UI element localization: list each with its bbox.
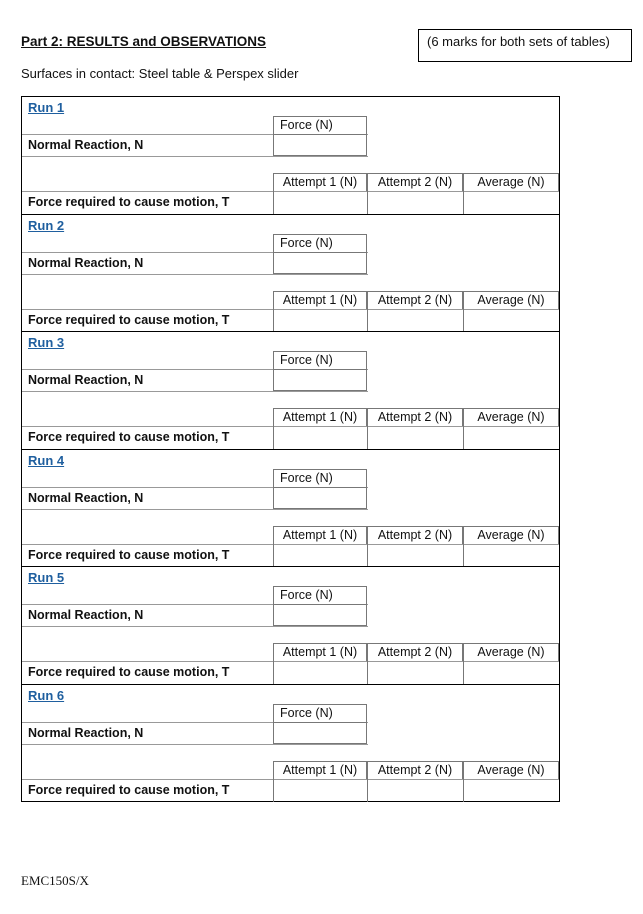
row-divider	[22, 391, 368, 392]
attempt-2-cell[interactable]	[367, 191, 463, 214]
force-motion-label: Force required to cause motion, T	[28, 195, 230, 209]
marks-note: (6 marks for both sets of tables)	[418, 29, 632, 62]
attempt-1-header: Attempt 1 (N)	[273, 526, 367, 544]
attempt-2-cell[interactable]	[367, 426, 463, 449]
average-cell[interactable]	[463, 544, 559, 567]
force-motion-label: Force required to cause motion, T	[28, 547, 230, 562]
run-title[interactable]: Run 5	[28, 570, 65, 585]
average-cell[interactable]	[463, 661, 559, 684]
attempt-2-header: Attempt 2 (N)	[367, 173, 463, 191]
attempt-1-cell[interactable]	[273, 661, 367, 684]
run-title[interactable]: Run 4	[28, 452, 65, 468]
run-title[interactable]: Run 6	[28, 687, 65, 703]
row-divider	[22, 744, 368, 745]
attempt-1-header: Attempt 1 (N)	[273, 643, 367, 661]
attempt-2-cell[interactable]	[367, 309, 463, 332]
run-title[interactable]: Run 2	[28, 217, 65, 233]
average-header: Average (N)	[463, 643, 559, 661]
run-block	[22, 450, 559, 568]
force-motion-label: Force required to cause motion, T	[28, 312, 230, 327]
attempt-1-cell[interactable]	[273, 544, 367, 567]
results-table	[21, 96, 560, 802]
normal-reaction-force-cell[interactable]	[273, 252, 367, 274]
run-title[interactable]: Run 1	[28, 100, 65, 115]
run-block	[22, 97, 559, 215]
force-motion-label: Force required to cause motion, T	[28, 782, 230, 797]
average-header: Average (N)	[463, 291, 559, 309]
attempt-1-cell[interactable]	[273, 309, 367, 332]
normal-reaction-label: Normal Reaction, N	[28, 373, 144, 387]
average-header: Average (N)	[463, 526, 559, 544]
force-column-header: Force (N)	[273, 234, 367, 252]
attempt-1-header: Attempt 1 (N)	[273, 408, 367, 426]
normal-reaction-label: Normal Reaction, N	[28, 138, 144, 152]
average-cell[interactable]	[463, 779, 559, 802]
normal-reaction-force-cell[interactable]	[273, 134, 367, 156]
average-header: Average (N)	[463, 761, 559, 779]
run-block	[22, 215, 559, 333]
normal-reaction-label: Normal Reaction, N	[28, 255, 144, 270]
attempt-1-cell[interactable]	[273, 426, 367, 449]
average-header: Average (N)	[463, 173, 559, 191]
force-column-header: Force (N)	[273, 586, 367, 604]
attempt-2-cell[interactable]	[367, 661, 463, 684]
normal-reaction-label: Normal Reaction, N	[28, 725, 144, 740]
attempt-1-header: Attempt 1 (N)	[273, 291, 367, 309]
run-block	[22, 685, 559, 803]
row-divider	[22, 509, 368, 510]
force-motion-label: Force required to cause motion, T	[28, 430, 230, 444]
row-divider	[22, 626, 368, 627]
run-block	[22, 332, 559, 450]
footer-code: EMC150S/X	[21, 873, 89, 888]
average-cell[interactable]	[463, 191, 559, 214]
normal-reaction-force-cell[interactable]	[273, 604, 367, 626]
force-column-header: Force (N)	[273, 469, 367, 487]
average-cell[interactable]	[463, 426, 559, 449]
run-title[interactable]: Run 3	[28, 335, 65, 350]
normal-reaction-label: Normal Reaction, N	[28, 490, 144, 505]
normal-reaction-label: Normal Reaction, N	[28, 608, 144, 622]
row-divider	[22, 274, 368, 275]
attempt-1-header: Attempt 1 (N)	[273, 173, 367, 191]
surfaces-in-contact: Surfaces in contact: Steel table & Perspex slider	[21, 66, 299, 81]
force-column-header: Force (N)	[273, 116, 367, 134]
attempt-1-cell[interactable]	[273, 779, 367, 802]
average-cell[interactable]	[463, 309, 559, 332]
average-header: Average (N)	[463, 408, 559, 426]
attempt-2-header: Attempt 2 (N)	[367, 761, 463, 779]
force-column-header: Force (N)	[273, 351, 367, 369]
attempt-2-cell[interactable]	[367, 544, 463, 567]
normal-reaction-force-cell[interactable]	[273, 369, 367, 391]
run-block	[22, 567, 559, 685]
force-motion-label: Force required to cause motion, T	[28, 665, 230, 679]
part-title: Part 2: RESULTS and OBSERVATIONS	[21, 34, 267, 49]
attempt-2-header: Attempt 2 (N)	[367, 643, 463, 661]
normal-reaction-force-cell[interactable]	[273, 487, 367, 509]
normal-reaction-force-cell[interactable]	[273, 722, 367, 744]
attempt-2-header: Attempt 2 (N)	[367, 291, 463, 309]
attempt-2-header: Attempt 2 (N)	[367, 408, 463, 426]
row-divider	[22, 156, 368, 157]
force-column-header: Force (N)	[273, 704, 367, 722]
attempt-2-header: Attempt 2 (N)	[367, 526, 463, 544]
attempt-2-cell[interactable]	[367, 779, 463, 802]
attempt-1-cell[interactable]	[273, 191, 367, 214]
attempt-1-header: Attempt 1 (N)	[273, 761, 367, 779]
